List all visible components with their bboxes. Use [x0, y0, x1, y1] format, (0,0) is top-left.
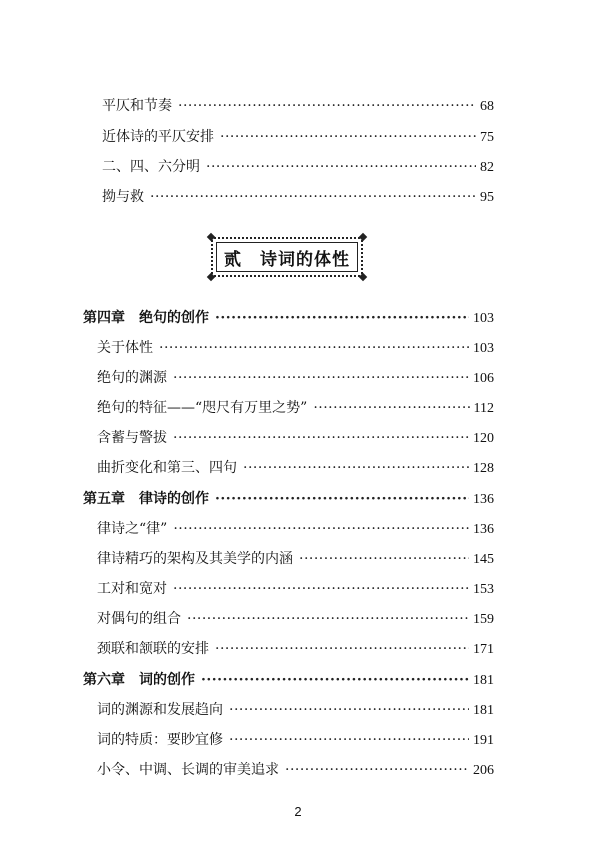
dot-leader — [243, 458, 469, 478]
chapter-page: 136 — [473, 492, 494, 507]
toc-entry[interactable] — [97, 428, 494, 449]
toc-entry-page: 128 — [473, 461, 494, 476]
dot-leader — [173, 368, 469, 388]
toc-entry-page: 75 — [480, 130, 494, 145]
toc-entry-label: 曲折变化和第三、四句 — [97, 460, 237, 476]
toc-entry-page: 159 — [473, 612, 494, 627]
toc-entry-label: 词的渊源和发展趋向 — [97, 702, 223, 718]
toc-entry-label: 小令、中调、长调的审美追求 — [97, 762, 279, 778]
chapter-label: 第六章 词的创作 — [83, 672, 195, 688]
toc-entry-page: 171 — [473, 642, 494, 657]
section-number: 贰 — [224, 249, 242, 270]
toc-entry[interactable] — [102, 96, 494, 117]
toc-entry-page: 95 — [480, 190, 494, 205]
toc-entry-page: 181 — [473, 703, 494, 718]
toc-entry[interactable] — [102, 157, 494, 178]
section-heading — [211, 237, 363, 277]
dot-leader — [173, 519, 469, 539]
toc-entry-label: 绝句的渊源 — [97, 370, 167, 386]
dot-leader — [173, 579, 469, 599]
toc-entry-label: 对偶句的组合 — [97, 611, 181, 627]
toc-entry-label: 颈联和颔联的安排 — [97, 641, 209, 657]
dot-leader — [313, 398, 469, 418]
toc-entry-page: 112 — [473, 401, 494, 416]
toc-entry-label: 近体诗的平仄安排 — [102, 129, 214, 145]
dot-leader — [159, 338, 469, 358]
corner-diamond-icon — [207, 233, 215, 241]
toc-entry-page: 82 — [480, 160, 494, 175]
dot-leader — [229, 730, 469, 750]
dot-leader — [178, 96, 476, 116]
corner-diamond-icon — [207, 273, 215, 281]
toc-entry[interactable] — [97, 338, 494, 359]
toc-entry[interactable] — [97, 579, 494, 600]
dot-leader — [150, 187, 476, 207]
toc-entry-page: 206 — [473, 763, 494, 778]
toc-entry[interactable] — [97, 549, 494, 570]
corner-diamond-icon — [359, 273, 367, 281]
chapter-label: 第五章 律诗的创作 — [83, 491, 209, 507]
toc-entry-page: 103 — [473, 341, 494, 356]
chapter-page: 103 — [473, 311, 494, 326]
chapter-heading[interactable] — [83, 489, 494, 510]
toc-entry-page: 153 — [473, 582, 494, 597]
toc-entry-label: 工对和宽对 — [97, 581, 167, 597]
chapter-heading[interactable] — [83, 308, 494, 329]
chapter-page: 181 — [473, 673, 494, 688]
toc-entry[interactable] — [102, 127, 494, 148]
toc-entry[interactable] — [97, 458, 494, 479]
dot-leader — [220, 127, 476, 147]
toc-entry-page: 145 — [473, 552, 494, 567]
toc-entry-page: 120 — [473, 431, 494, 446]
toc-entry[interactable] — [97, 368, 494, 389]
page-number: 2 — [294, 804, 302, 819]
section-title — [224, 245, 350, 270]
dot-leader — [201, 670, 469, 690]
toc-entry[interactable] — [97, 730, 494, 751]
dot-leader — [285, 760, 469, 780]
toc-entry-label: 含蓄与警拔 — [97, 430, 167, 446]
toc-entry-page: 106 — [473, 371, 494, 386]
toc-entry[interactable] — [97, 609, 494, 630]
toc-entry-label: 词的特质：要眇宜修 — [97, 732, 223, 748]
dot-leader — [206, 157, 476, 177]
toc-entry-page: 191 — [473, 733, 494, 748]
chapter-heading[interactable] — [83, 670, 494, 691]
dot-leader — [299, 549, 469, 569]
dot-leader — [173, 428, 469, 448]
corner-diamond-icon — [359, 233, 367, 241]
section-title-text: 诗词的体性 — [260, 249, 350, 270]
toc-entry-page: 136 — [473, 522, 494, 537]
toc-entry[interactable] — [97, 700, 494, 721]
dot-leader — [215, 639, 469, 659]
dot-leader — [215, 308, 469, 328]
toc-entry[interactable] — [97, 519, 494, 540]
toc-entry[interactable] — [97, 760, 494, 781]
toc-entry-label: 二、四、六分明 — [102, 159, 200, 175]
toc-entry-label: 律诗之“律” — [97, 521, 168, 537]
toc-entry-label: 平仄和节奏 — [102, 98, 172, 114]
dot-leader — [215, 489, 469, 509]
toc-entry[interactable] — [97, 639, 494, 660]
toc-entry-label: 关于体性 — [97, 340, 153, 356]
toc-entry-label: 拗与救 — [102, 189, 144, 205]
toc-entry[interactable] — [97, 398, 494, 419]
dot-leader — [229, 700, 469, 720]
toc-entry-label: 绝句的特征——“咫尺有万里之势” — [97, 400, 308, 416]
toc-entry-label: 律诗精巧的架构及其美学的内涵 — [97, 551, 293, 567]
toc-entry-page: 68 — [480, 99, 494, 114]
chapter-label: 第四章 绝句的创作 — [83, 310, 209, 326]
toc-entry[interactable] — [102, 187, 494, 208]
dot-leader — [187, 609, 469, 629]
